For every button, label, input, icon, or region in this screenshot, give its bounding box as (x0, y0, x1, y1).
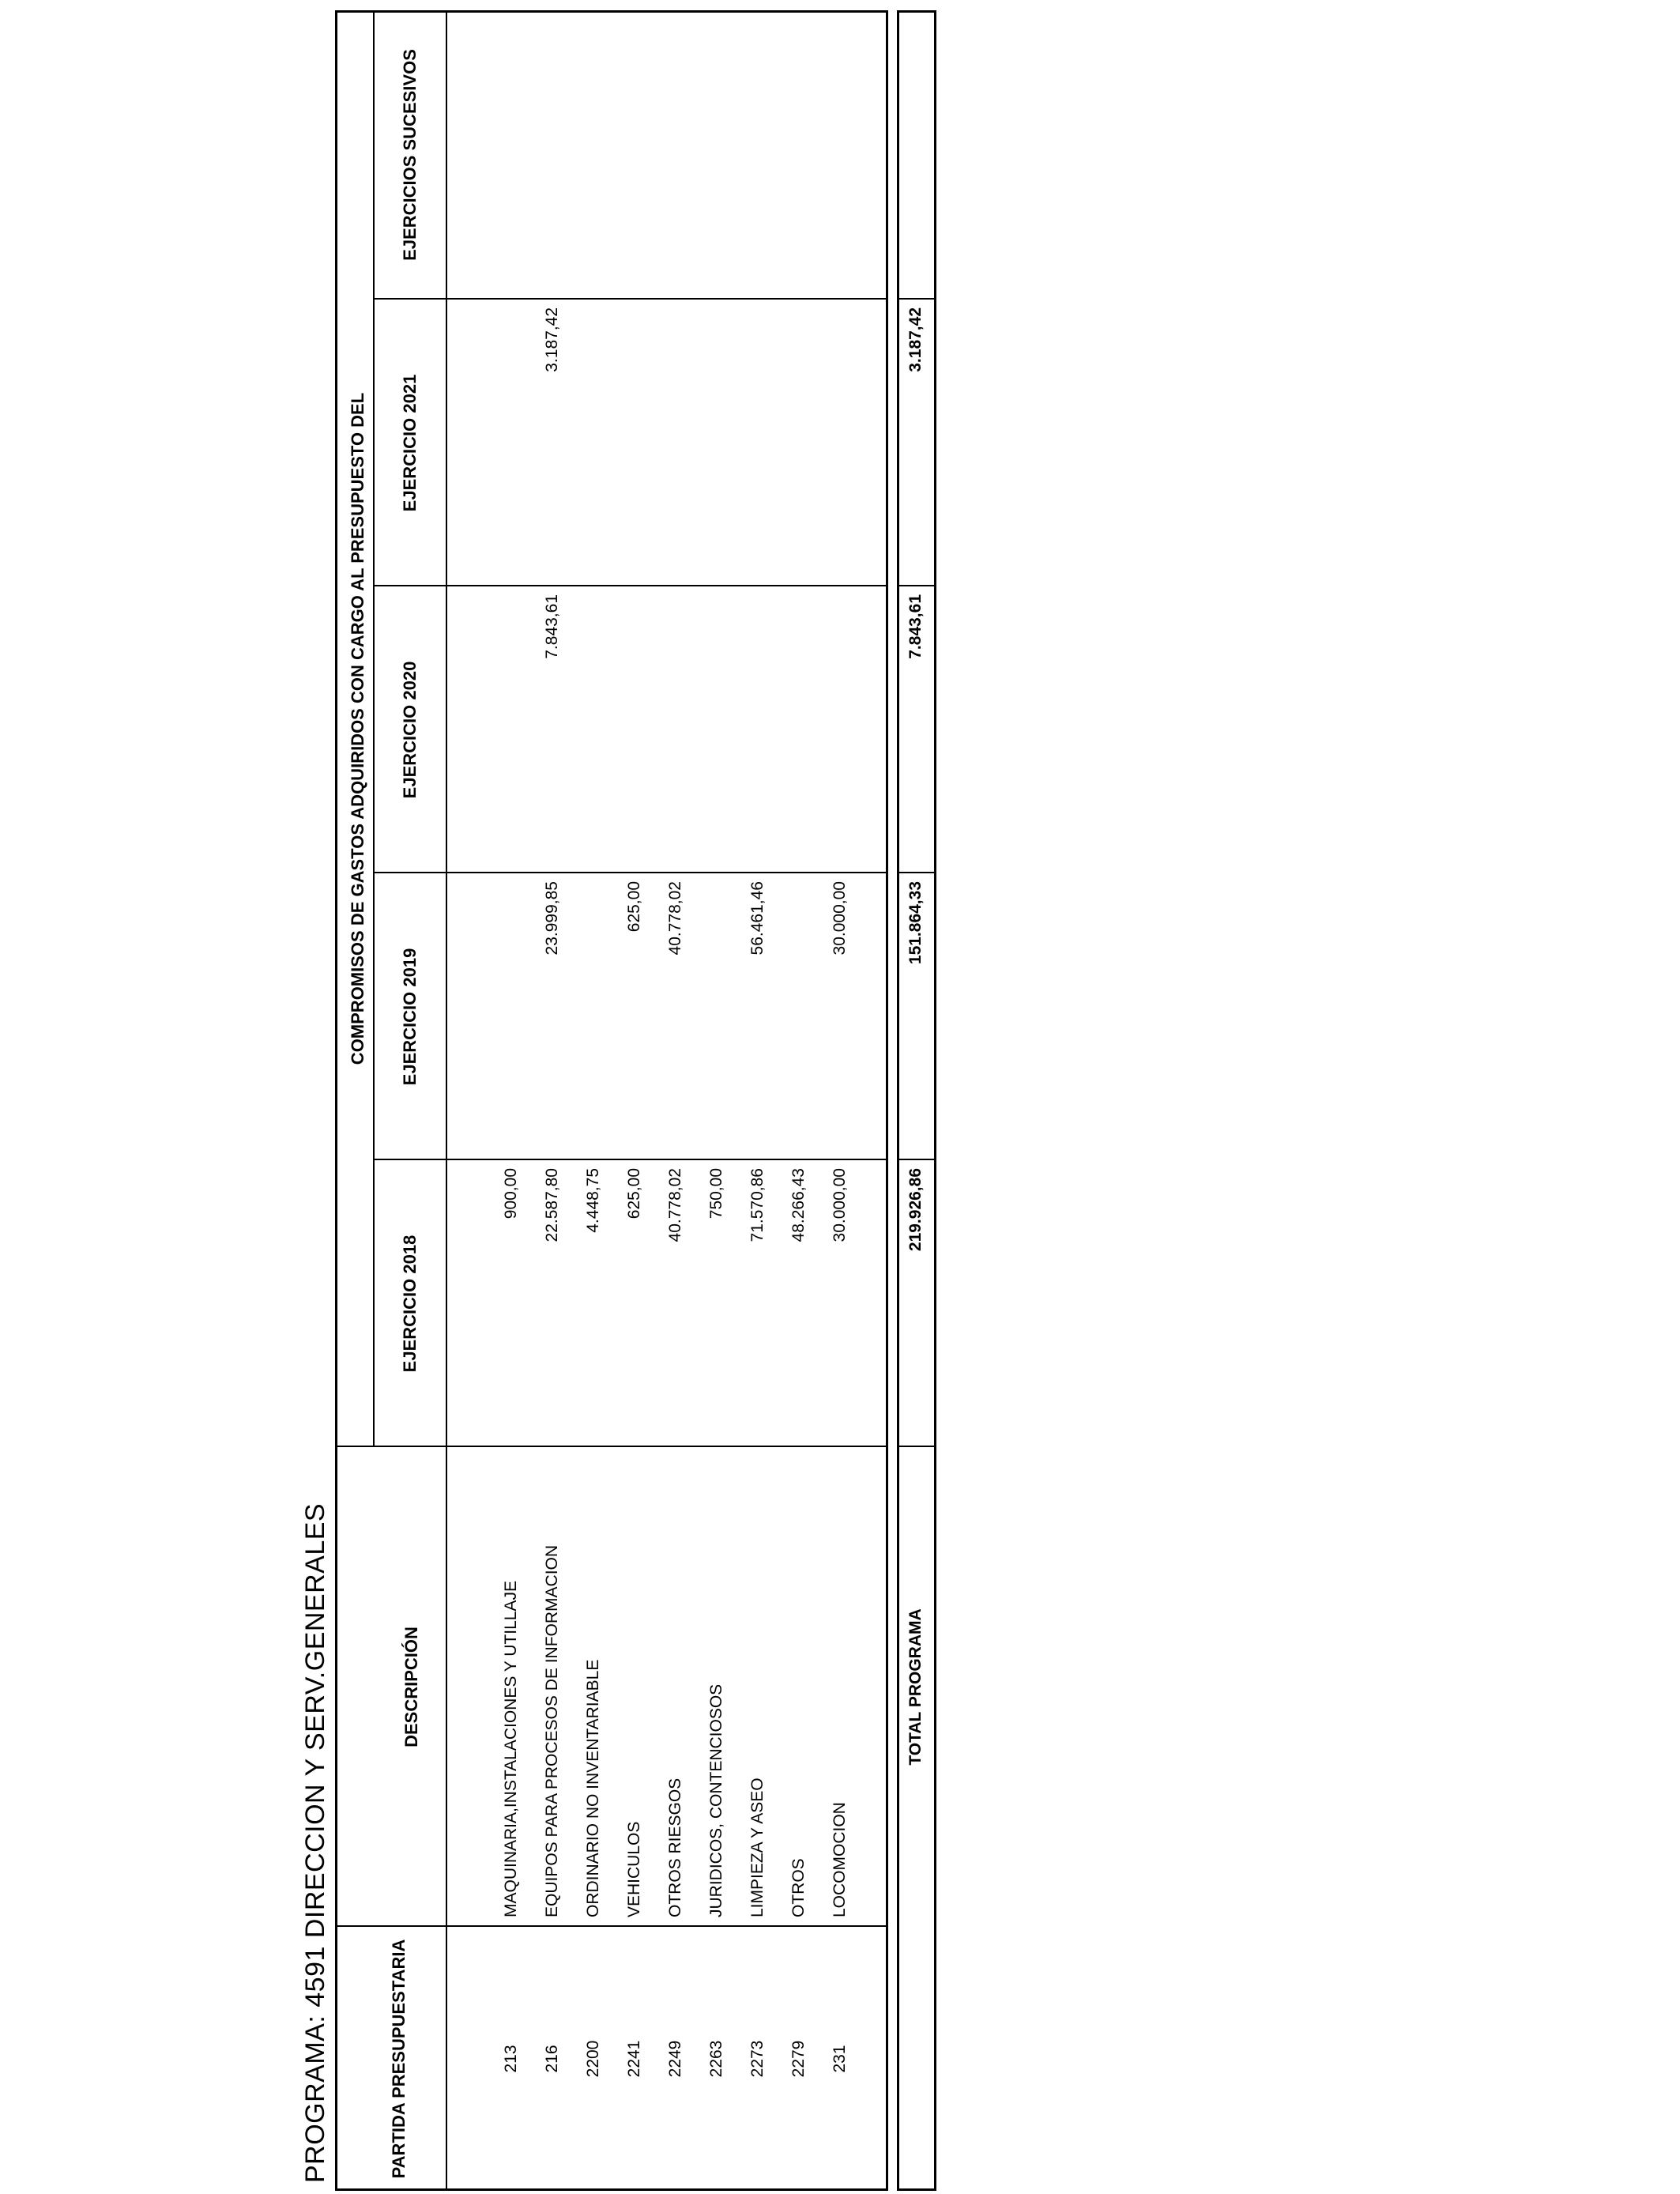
header-ejercicios-sucesivos: EJERCICIOS SUCESIVOS (400, 49, 420, 261)
row-ejercicio-2018: 4.448,75 (584, 1168, 602, 1233)
col-line-6 (373, 298, 888, 300)
total-label: TOTAL PROGRAMA (906, 1608, 925, 1766)
page-title: PROGRAMA: 4591 DIRECCION Y SERV.GENERALES (300, 1502, 330, 2183)
row-ejercicio-2018: 900,00 (502, 1168, 520, 1220)
row-ejercicio-2019: 40.778,02 (666, 881, 684, 956)
row-descripcion: JURIDICOS, CONTENCIOSOS (707, 1683, 725, 1917)
row-ejercicio-2019: 625,00 (625, 881, 643, 933)
row-partida: 216 (543, 2045, 561, 2073)
row-ejercicio-2020: 7.843,61 (543, 594, 561, 659)
header-compromisos: COMPROMISOS DE GASTOS ADQUIRIDOS CON CARGO AL PRESUPUESTO DEL (348, 392, 367, 1065)
row-descripcion: LOCOMOCION (831, 1802, 849, 1917)
row-partida: 2241 (625, 2040, 643, 2078)
row-ejercicio-2019: 30.000,00 (831, 881, 849, 956)
row-partida: 2279 (789, 2040, 808, 2078)
row-ejercicio-2018: 625,00 (625, 1168, 643, 1220)
header-ejercicio-2020: EJERCICIO 2020 (400, 661, 420, 799)
compromisos-separator (373, 10, 375, 1447)
row-partida: 2263 (707, 2040, 725, 2078)
row-descripcion: LIMPIEZA Y ASEO (748, 1777, 767, 1917)
header-ejercicio-2019: EJERCICIO 2019 (400, 948, 420, 1086)
row-ejercicio-2019: 56.461,46 (748, 881, 767, 956)
row-ejercicio-2018: 22.587,80 (543, 1168, 561, 1242)
row-partida: 213 (502, 2045, 520, 2073)
row-ejercicio-2018: 48.266,43 (789, 1168, 808, 1242)
row-ejercicio-2018: 71.570,86 (748, 1168, 767, 1242)
row-descripcion: OTROS RIESGOS (666, 1777, 684, 1917)
total-2019: 151.864,33 (906, 881, 925, 965)
row-descripcion: MAQUINARIA,INSTALACIONES Y UTILLAJE (502, 1581, 520, 1917)
row-descripcion: VEHICULOS (625, 1821, 643, 1917)
total-col-line-6 (897, 298, 936, 300)
total-2018: 219.926,86 (906, 1168, 925, 1252)
row-partida: 2273 (748, 2040, 767, 2078)
row-ejercicio-2018: 40.778,02 (666, 1168, 684, 1242)
header-separator (446, 10, 447, 2191)
header-descripcion: DESCRIPCIÓN (401, 1627, 421, 1747)
total-2021: 3.187,42 (906, 307, 925, 372)
header-ejercicio-2018: EJERCICIO 2018 (400, 1235, 420, 1373)
row-partida: 231 (831, 2045, 849, 2073)
row-descripcion: OTROS (789, 1858, 808, 1917)
row-descripcion: EQUIPOS PARA PROCESOS DE INFORMACION (543, 1544, 561, 1917)
total-2020: 7.843,61 (906, 594, 925, 659)
row-partida: 2200 (584, 2040, 602, 2078)
col-line-5 (373, 585, 888, 586)
col-line-4 (373, 872, 888, 873)
row-ejercicio-2018: 750,00 (707, 1168, 725, 1220)
header-partida: PARTIDA PRESUPUESTARIA (389, 1939, 409, 2179)
header-ejercicio-2021: EJERCICIO 2021 (400, 374, 420, 512)
row-partida: 2249 (666, 2040, 684, 2078)
row-ejercicio-2019: 23.999,85 (543, 881, 561, 956)
row-ejercicio-2021: 3.187,42 (543, 307, 561, 372)
row-descripcion: ORDINARIO NO INVENTARIABLE (584, 1659, 602, 1917)
row-ejercicio-2018: 30.000,00 (831, 1168, 849, 1242)
